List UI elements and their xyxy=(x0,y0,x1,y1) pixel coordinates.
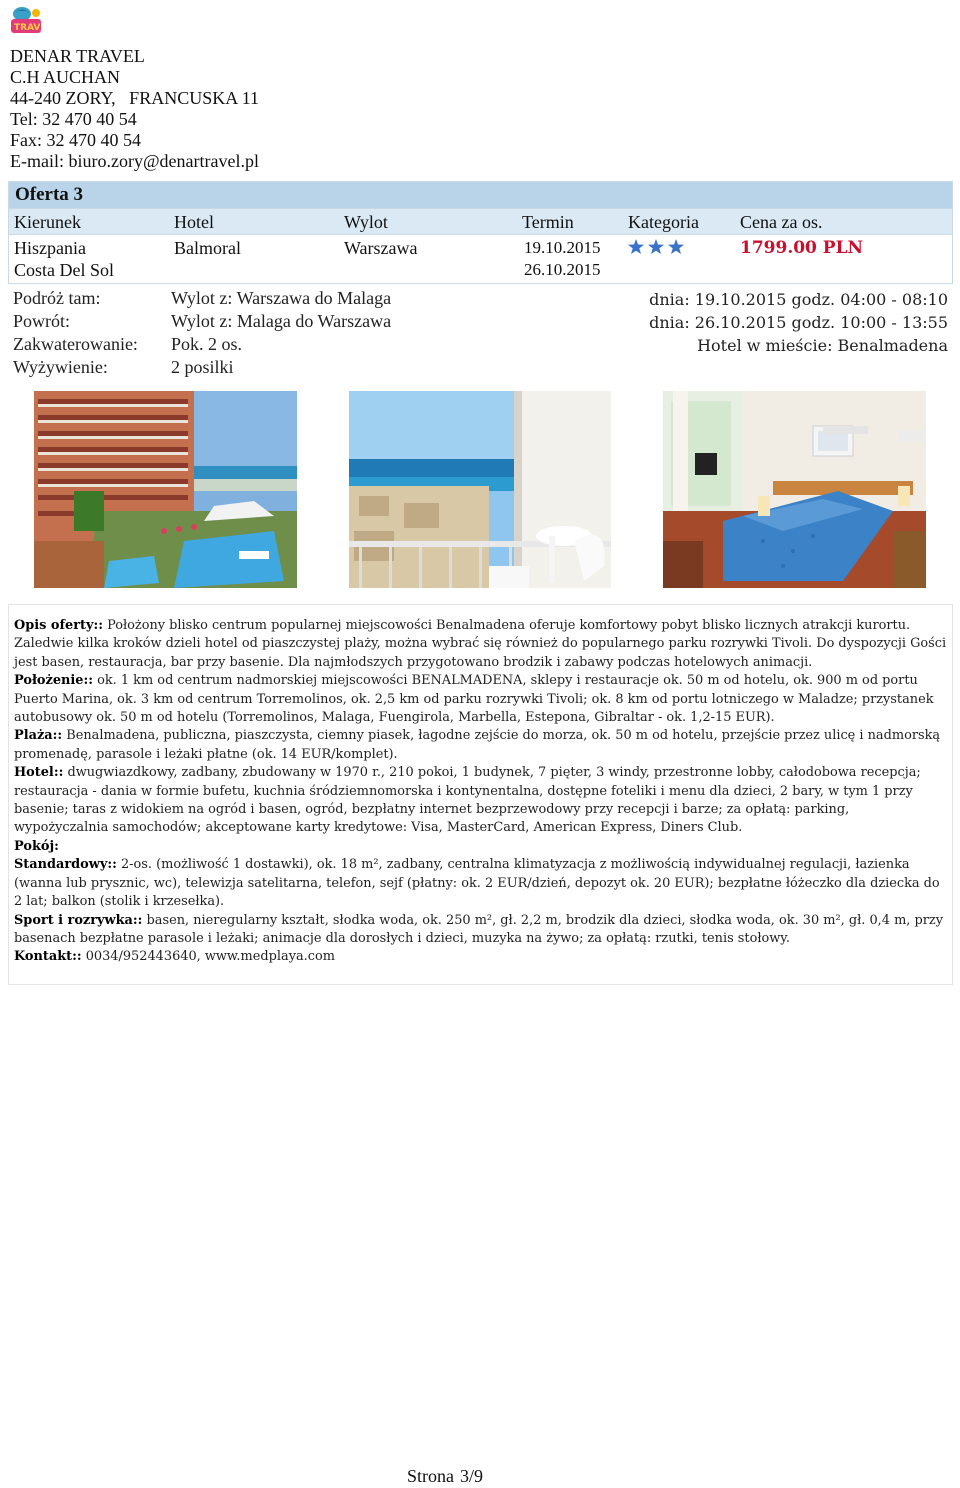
standard-label: Standardowy:: xyxy=(14,857,117,873)
sea-view-photo xyxy=(349,391,611,588)
sport-label: Sport i rozrywka:: xyxy=(14,912,143,928)
header-price: Cena za os. xyxy=(740,212,823,232)
offer-title: Oferta 3 xyxy=(9,182,952,208)
trip-details xyxy=(13,288,948,380)
header-destination: Kierunek xyxy=(14,212,81,232)
accommodation-value: Pok. 2 os. xyxy=(171,334,243,354)
polozenie-label: Położenie:: xyxy=(14,673,94,689)
date-to: 26.10.2015 xyxy=(524,260,601,279)
board-label: Wyżywienie: xyxy=(13,357,108,377)
outbound-value: Wylot z: Warszawa do Malaga xyxy=(171,288,392,308)
agency-address: 44-240 ZORY, FRANCUSKA 11 xyxy=(10,88,260,108)
header-departure: Wylot xyxy=(344,212,388,232)
plaza-text: Benalmadena, publiczna, piaszczysta, ciemny piasek, łagodne zejście do morza, ok. 50 m od hotelu, przejście przez ulicę i nadmorską promenadę, parasole i leżaki płatne (ok. 14 EUR/komplet). xyxy=(14,728,941,762)
hotel-room-photo xyxy=(663,391,926,588)
star-icon xyxy=(648,239,664,254)
agency-info xyxy=(10,46,259,172)
opis-label: Opis oferty:: xyxy=(14,618,103,633)
agency-branch: C.H AUCHAN xyxy=(10,67,121,87)
price-value: 1799.00 PLN xyxy=(740,238,864,258)
polozenie-paragraph xyxy=(14,672,947,727)
page-footer xyxy=(0,1466,890,1487)
kontakt-label: Kontakt:: xyxy=(14,949,82,965)
accommodation-label: Zakwaterowanie: xyxy=(13,334,138,354)
sport-text: basen, nieregularny kształt, słodka woda, ok. 250 m², gł. 2,2 m, brodzik dla dzieci, słodka woda, ok. 30 m², gł. 0,4 m, przy basenach bezpłatne parasole i leżaki; animacje dla dorosłych i dzieci, muzyka na żywo; za opłatą: rzutki, tenis stołowy. xyxy=(14,912,943,946)
region: Costa Del Sol xyxy=(14,260,115,280)
sport-paragraph xyxy=(14,912,947,949)
offer-values-row xyxy=(9,234,952,283)
pokoj-label: Pokój: xyxy=(14,838,59,854)
category-stars xyxy=(628,239,684,255)
return-value: Wylot z: Malaga do Warszawa xyxy=(171,311,392,331)
star-icon xyxy=(628,239,644,254)
agency-logo xyxy=(8,4,44,36)
offer-description xyxy=(8,604,953,985)
hotel-paragraph xyxy=(14,764,947,838)
agency-name: DENAR TRAVEL xyxy=(10,46,145,66)
header-category: Kategoria xyxy=(628,212,699,232)
kontakt-paragraph xyxy=(14,948,947,966)
page-label: Strona xyxy=(406,1466,454,1486)
date-from: 19.10.2015 xyxy=(524,238,601,257)
agency-fax: Fax: 32 470 40 54 xyxy=(10,130,142,150)
country: Hiszpania xyxy=(14,238,86,258)
hotel-exterior-photo xyxy=(34,391,297,588)
hotel-label: Hotel:: xyxy=(14,765,64,781)
plaza-paragraph xyxy=(14,727,947,764)
agency-tel: Tel: 32 470 40 54 xyxy=(10,109,137,129)
kontakt-text[interactable]: 0034/952443640, www.medplaya.com xyxy=(81,949,335,965)
destination-cell xyxy=(14,237,114,281)
offer-table xyxy=(8,181,953,284)
hotel-text: dwugwiazdkowy, zadbany, zbudowany w 1970 r., 210 pokoi, 1 budynek, 7 pięter, 3 windy, przestronne lobby, całodobowa recepcja; restauracja - dania w formie bufetu, kuchnia śródziemnomorska i kontynentalna, dostępne foteliki i menu dla dzieci, 2 bary, w tym 1 przy basenie; taras z widokiem na ogród i basen, ogród, bezpłatny internet bezprzewodowy przy recepcji i barze; za opłatą: parking, wypożyczalnia samochodów; akceptowane karty kredytowe: Visa, MasterCard, American Express, Diners Club. xyxy=(14,765,921,836)
return-time: dnia: 26.10.2015 godz. 10:00 - 13:55 xyxy=(649,313,948,332)
standard-paragraph xyxy=(14,856,947,911)
agency-email[interactable]: E-mail: biuro.zory@denartravel.pl xyxy=(10,151,259,171)
outbound-time: dnia: 19.10.2015 godz. 04:00 - 08:10 xyxy=(649,290,948,309)
term-cell xyxy=(524,237,601,281)
offer-header-row xyxy=(9,208,952,234)
hotel-name: Balmoral xyxy=(174,238,241,258)
star-icon xyxy=(668,239,684,254)
page-number: 3/9 xyxy=(459,1466,483,1486)
outbound-label: Podróż tam: xyxy=(13,288,101,308)
board-value: 2 posilki xyxy=(171,357,234,377)
location-info: Hotel w mieście: Benalmadena xyxy=(697,336,948,355)
header-hotel: Hotel xyxy=(174,212,214,232)
opis-text: Położony blisko centrum popularnej miejscowości Benalmadena oferuje komfortowy pobyt blisko licznych atrakcji kurortu. Zaledwie kilka kroków dzieli hotel od piaszczystej plaży, można wybrać się również do popularnego parku rozrywki Tivoli. Do dyspozycji Gości jest basen, restauracja, bar przy basenie. Dla najmłodszych przygotowano brodzik i zabawy podczas hotelowych animacji. xyxy=(14,618,947,670)
plaza-label: Plaża:: xyxy=(14,728,63,744)
polozenie-text: ok. 1 km od centrum nadmorskiej miejscowości BENALMADENA, sklepy i restauracje ok. 50 m od hotelu, ok. 900 m od portu Puerto Marina, ok. 3 km od centrum Torremolinos, ok. 2,5 km od parku rozrywki Tivoli; ok. 8 km od portu lotniczego w Maladze; przystanek autobusowy ok. 50 m od hotelu (Torremolinos, Malaga, Fuengirola, Marbella, Estepona, Gibraltar - ok. 1,2-15 EUR). xyxy=(14,673,934,726)
return-label: Powrót: xyxy=(13,311,71,331)
pokoj-paragraph xyxy=(14,838,947,856)
opis-paragraph xyxy=(14,617,947,672)
standard-text: 2-os. (możliwość 1 dostawki), ok. 18 m², zadbany, centralna klimatyzacja z możliwością indywidualnej regulacji, łazienka (wanna lub prysznic, wc), telewizja satelitarna, telefon, sejf (płatny: ok. 2 EUR/dzień, depozyt ok. 20 EUR); bezpłatne łóżeczko dla dziecka do 2 lat; balkon (stolik i krzesełka). xyxy=(14,857,940,910)
header-term: Termin xyxy=(522,212,574,232)
departure-city: Warszawa xyxy=(344,238,418,258)
svg-text:TRAV: TRAV xyxy=(14,23,41,33)
